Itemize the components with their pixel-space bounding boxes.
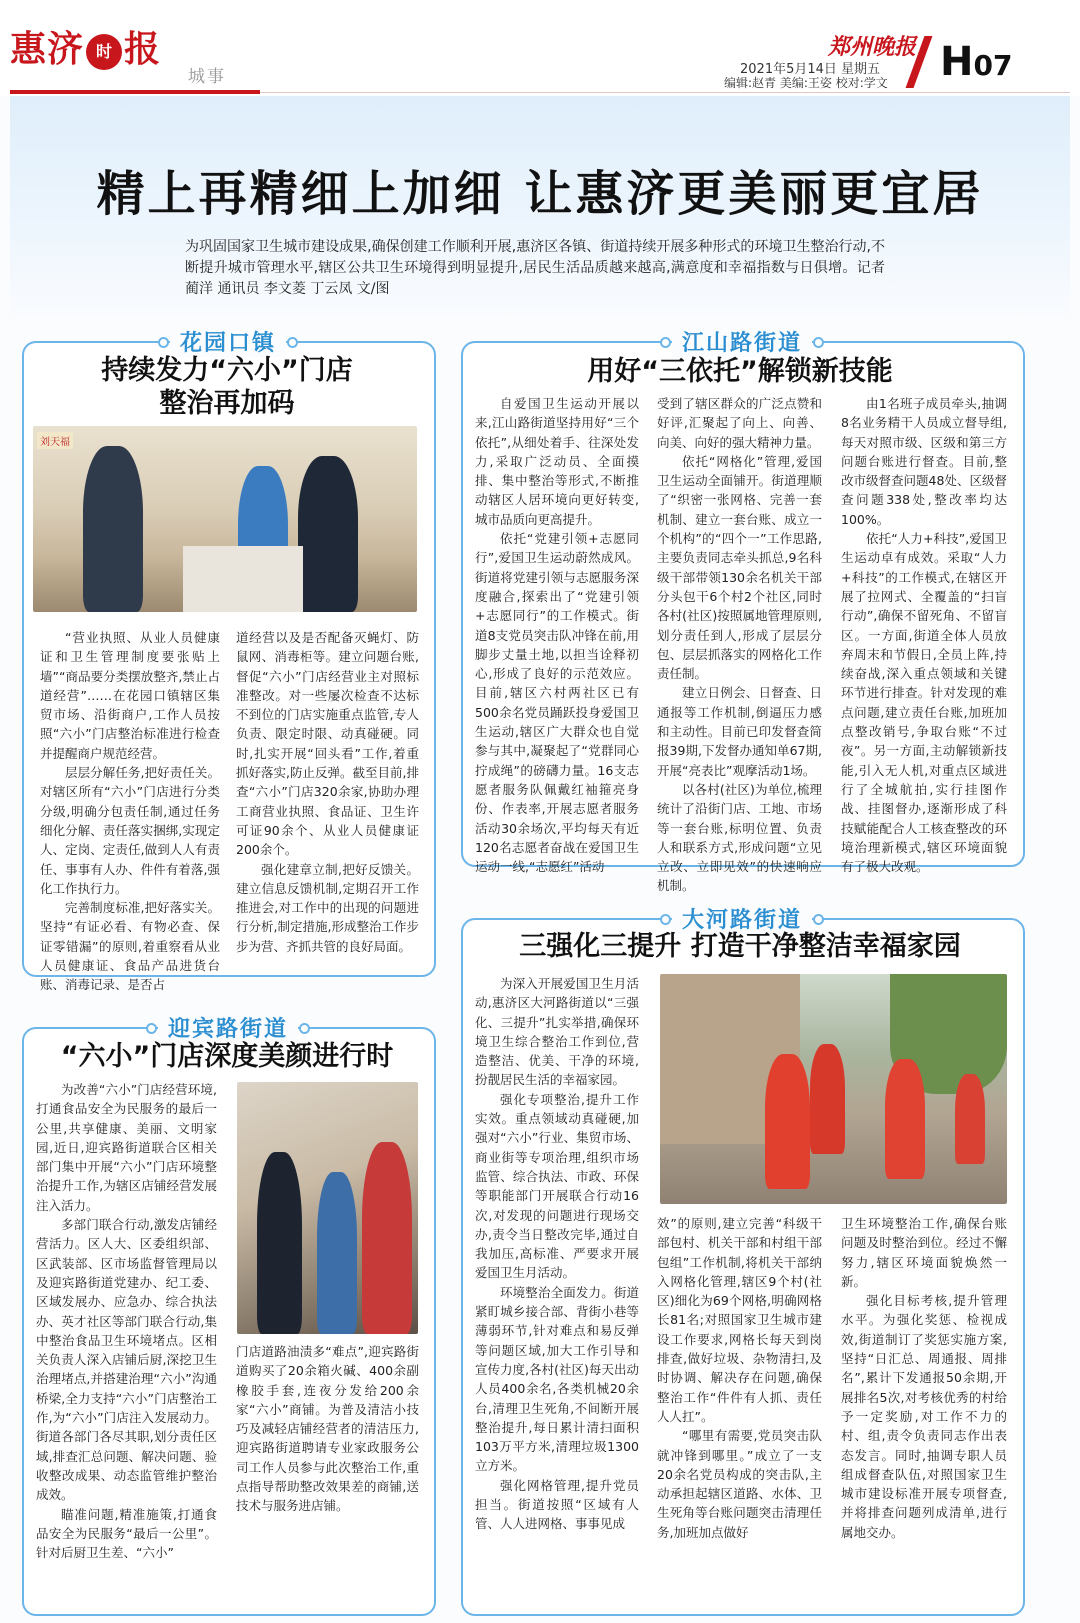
photo-figure: [317, 1172, 357, 1334]
article-location: 花园口镇: [170, 326, 286, 357]
brand-text-2: 报: [124, 29, 162, 70]
article-title: “六小”门店深度美颜进行时: [60, 1041, 394, 1072]
article-column: [236, 628, 419, 956]
paragraph: 卫生环境整治工作,确保台账问题及时整治到位。经过不懈努力,辖区环境面貌焕然一新。: [841, 1216, 1007, 1289]
page-letter: H: [940, 39, 974, 85]
paragraph: 瞄准问题,精准施策,打通食品安全为民服务“最后一公里”。针对后厨卫生差、“六小”: [36, 1506, 217, 1561]
paragraph: 依托“网格化”管理,爱国卫生运动全面铺开。街道理顺了“织密一张网格、完善一套机制、建立一套台账、成立一个机构”的“四个一”工作思路,主要负责同志牵头抓总,9名科级干部带领130余名机关干部分头包干6个村2个社区,同时各村(社区)按照属地管理原则,划分责任到人,形成了层层分包、层层抓落实的网格化工作责任制。: [657, 453, 822, 682]
page-digits: 07: [973, 49, 1013, 82]
photo-figure: [298, 456, 358, 612]
page-number: [940, 40, 1012, 88]
article-title-line: 持续发力“六小”门店: [101, 355, 353, 386]
article-column: [657, 394, 822, 896]
brand-circle: 时: [86, 34, 122, 70]
intro-paragraph: 为巩固国家卫生城市建设成果,确保创建工作顺利开展,惠济区各镇、街道持续开展多种形式的环境卫生整治行动,不断提升城市管理水平,辖区公共卫生环境得到明显提升,居民生活品质越来越高,满意度和幸福指数与日俱增。记者 蔺洋 通讯员 李文菱 丁云凤 文/图: [185, 239, 885, 297]
article-title-line: 整治再加码: [159, 388, 295, 419]
article-title: 三强化三提升 打造干净整洁幸福家园: [519, 931, 961, 962]
paragraph: 完善制度标准,把好落实关。坚持“有证必看、有物必查、保证零错漏”的原则,着重察看从业人员健康证、食品产品进货台账、消毒记录、是否占: [40, 900, 220, 993]
article-photo: [660, 974, 1007, 1204]
paragraph: 自爱国卫生运动开展以来,江山路街道坚持用好“三个依托”,从细处着手、往深处发力,采取广泛动员、全面摸排、集中整治等形式,不断推动辖区人居环境向更好转变,城市品质向更高提升。: [475, 396, 639, 527]
paragraph: 依托“党建引领+志愿同行”,爱国卫生运动蔚然成风。街道将党建引领与志愿服务深度融合,探索出了“党建引领+志愿同行”的工作模式。街道8支党员突击队冲锋在前,用脚步丈量土地,以担当诠释初心,形成了良好的示范效应。目前,辖区六村两社区已有500余名党员踊跃投身爱国卫生运动,辖区广大群众也自觉参与其中,凝聚起了“党群同心拧成绳”的磅礴力量。16支志愿者服务队佩戴红袖箍亮身份、作表率,开展志愿者服务活动30余场次,平均每天有近120名志愿者奋战在爱国卫生运动一线,“志愿红”活动: [475, 531, 639, 875]
paragraph: 强化建章立制,把好反馈关。建立信息反馈机制,定期召开工作推进会,对工作中的出现的问题进行分析,制定措施,形成整治工作步步为营、齐抓共管的良好局面。: [236, 861, 419, 954]
photo-figure: [765, 1054, 810, 1189]
photo-figure: [885, 1059, 925, 1179]
paragraph: 门店道路油渍多“难点”,迎宾路街道购买了20余箱火碱、400余副橡胶手套,连夜分发给200余家“六小”商铺。为普及清洁小技巧及减轻店铺经营者的清洁压力,迎宾路街道聘请专业家政服务公司工作人员参与此次整治工作,重点指导帮助整改效果差的商铺,送技术与服务进店铺。: [236, 1344, 419, 1514]
article-location: 大河路街道: [672, 903, 812, 934]
article-column: [40, 628, 220, 995]
masthead: [0, 0, 1080, 96]
paper-logo: 郑州晚报: [828, 34, 917, 60]
article-column: [841, 394, 1007, 876]
paragraph: 层层分解任务,把好责任关。对辖区所有“六小”门店进行分类分级,明确分包责任制,通过任务细化分解、责任落实捆绑,实现定人、定岗、定责任,做到人人有责任、事事有人办、件件有着落,强化工作执行力。: [40, 765, 220, 896]
article-column: [657, 1214, 822, 1542]
photo-figure: [955, 1074, 985, 1164]
issue-date: 2021年5月14日 星期五: [740, 62, 881, 77]
photo-shop-sign: 刘天福: [37, 432, 73, 449]
article-column: [475, 974, 639, 1534]
article-photo: [33, 426, 417, 612]
article-title: 用好“三依托”解锁新技能: [587, 356, 893, 387]
paragraph: 为深入开展爱国卫生月活动,惠济区大河路街道以“三强化、三提升”扎实举措,确保环境卫生综合整治工作到位,营造整洁、优美、干净的环境,扮靓居民生活的幸福家园。: [475, 976, 639, 1088]
article-column: [475, 394, 639, 876]
article-photo: [237, 1082, 418, 1334]
article-column: [236, 1342, 419, 1516]
photo-figure: [362, 1142, 412, 1334]
paragraph: 道经营以及是否配备灭蝇灯、防鼠网、消毒柜等。建立问题台账,督促“六小”门店经营业主对照标准整改。对一些屡次检查不达标不到位的门店实施重点监管,专人负责、限定时限、动真碰硬。同时,扎实开展“回头看”工作,着重抓好落实,防止反弹。截至目前,排查“六小”门店320余家,协助办理工商营业执照、食品证、卫生许可证90余个、从业人员健康证200余个。: [236, 630, 419, 858]
photo-figure: [810, 1044, 845, 1154]
editor-credits: 编辑:赵青 美编:王姿 校对:学文: [724, 76, 888, 90]
article-column: [841, 1214, 1007, 1542]
paragraph: 强化目标考核,提升管理水平。为强化奖惩、检视成效,街道制订了奖惩实施方案,坚持“日汇总、周通报、周排名”,累计下发通报50余期,开展排名5次,对考核优秀的村给予一定奖励,对工作不力的村、组,责令负责同志作出表态发言。同时,抽调专职人员组成督查队伍,对照国家卫生城市建设标准开展专项督查,并将排查问题列成清单,进行属地交办。: [841, 1293, 1007, 1540]
photo-counter: [183, 546, 303, 612]
photo-figure: [257, 1152, 302, 1334]
article-title: [32, 354, 422, 420]
paragraph: 建立日例会、日督查、日通报等工作机制,倒逼压力感和主动性。目前已印发督查简报39期,下发督办通知单67期,开展“亮表比”观摩活动1场。: [657, 685, 822, 778]
brand-text-1: 惠济: [10, 29, 85, 70]
article-location: 江山路街道: [672, 326, 812, 357]
article-location: 迎宾路街道: [158, 1012, 298, 1043]
paragraph: 受到了辖区群众的广泛点赞和好评,汇聚起了向上、向善、向美、向好的强大精神力量。: [657, 396, 822, 450]
paragraph: 效”的原则,建立完善“科级干部包村、机关干部和村组干部包组”工作机制,将机关干部纳入网格化管理,辖区9个村(社区)细化为69个网格,明确网格长81名;对照国家卫生城市建设工作要求,网格长每天到岗排查,做好垃圾、杂物清扫,及时协调、解决存在问题,确保整治工作“件件有人抓、责任人人扛”。: [657, 1216, 822, 1424]
paragraph: 强化网格管理,提升党员担当。街道按照“区域有人管、人人进网格、事事见成: [475, 1477, 639, 1532]
paragraph: 依托“人力+科技”,爱国卫生运动卓有成效。采取“人力+科技”的工作模式,在辖区开展了拉网式、全覆盖的“扫盲行动”,确保不留死角、不留盲区。一方面,街道全体人员放弃周末和节假日,全员上阵,持续奋战,深入重点领域和关键环节进行排查。针对发现的难点问题,建立责任台账,加班加点整改销号,争取台账“不过夜”。另一方面,主动解锁新技能,引入无人机,对重点区域进行了全城航拍,实行挂图作战、挂图督办,逐渐形成了科技赋能配合人工核查整改的环境治理新模式,辖区环境面貌有了极大改观。: [841, 531, 1007, 875]
paragraph: 环境整治全面发力。街道紧盯城乡接合部、背街小巷等薄弱环节,针对难点和易反弹等问题区域,加大工作引导和宣传力度,各村(社区)每天出动人员400余名,各类机械20余台,清理卫生死角,不间断开展整治提升,每日累计清扫面积103万平方米,清理垃圾1300立方米。: [475, 1284, 639, 1474]
page-headline: 精上再精细上加细 让惠济更美丽更宜居: [96, 166, 984, 222]
paragraph: “营业执照、从业人员健康证和卫生管理制度要张贴上墙”“商品要分类摆放整齐,禁止占道经营”……在花园口镇辖区集贸市场、沿街商户,工作人员按照“六小”门店整治标准进行检查并提醒商户规范经营。: [40, 630, 220, 761]
paragraph: 由1名班子成员牵头,抽调8名业务精干人员成立督导组,每天对照市级、区级和第三方问题台账进行督查。目前,整改市级督查问题48处、区级督查问题338处,整改率均达100%。: [841, 396, 1007, 527]
masthead-accent-rule: [10, 90, 260, 94]
paragraph: 强化专项整治,提升工作实效。重点领域动真碰硬,加强对“六小”行业、集贸市场、商业街等专项治理,组织市场监管、综合执法、市政、环保等职能部门开展联合行动16次,对发现的问题进行现场交办,责令当日整改完毕,通过自我加压,高标准、严要求开展爱国卫生月活动。: [475, 1091, 639, 1281]
section-tag: 城事: [188, 67, 226, 87]
paragraph: 以各村(社区)为单位,梳理统计了沿街门店、工地、市场等一套台账,标明位置、负责人和联系方式,形成问题“立见立改、立即见效”的快速响应机制。: [657, 781, 822, 894]
section-brand: [10, 30, 161, 70]
paragraph: 多部门联合行动,激发店铺经营活力。区人大、区委组织部、区武装部、区市场监督管理局以及迎宾路街道党建办、纪工委、区域发展办、应急办、综合执法办、英才社区等部门联合行动,集中整治食品卫生环境堵点。区相关负责人深入店铺后厨,深挖卫生治理堵点,并搭建治理“六小”沟通桥梁,全力支持“六小”门店整治工作,为“六小”门店注入发展动力。街道各部门各尽其职,划分责任区域,排查汇总问题、解决问题、验收整改成果、动态监管维护整治成效。: [36, 1217, 217, 1503]
paragraph: 为改善“六小”门店经营环境,打通食品安全为民服务的最后一公里,共享健康、美丽、文明家园,近日,迎宾路街道联合区相关部门集中开展“六小”门店环境整治提升工作,为辖区店铺经营发展注入活力。: [36, 1082, 217, 1213]
article-column: [36, 1080, 217, 1562]
paragraph: “哪里有需要,党员突击队就冲锋到哪里。”成立了一支20余名党员构成的突击队,主动承担起辖区道路、水体、卫生死角等台账问题突击清理任务,加班加点做好: [657, 1428, 822, 1540]
photo-figure: [83, 446, 143, 612]
